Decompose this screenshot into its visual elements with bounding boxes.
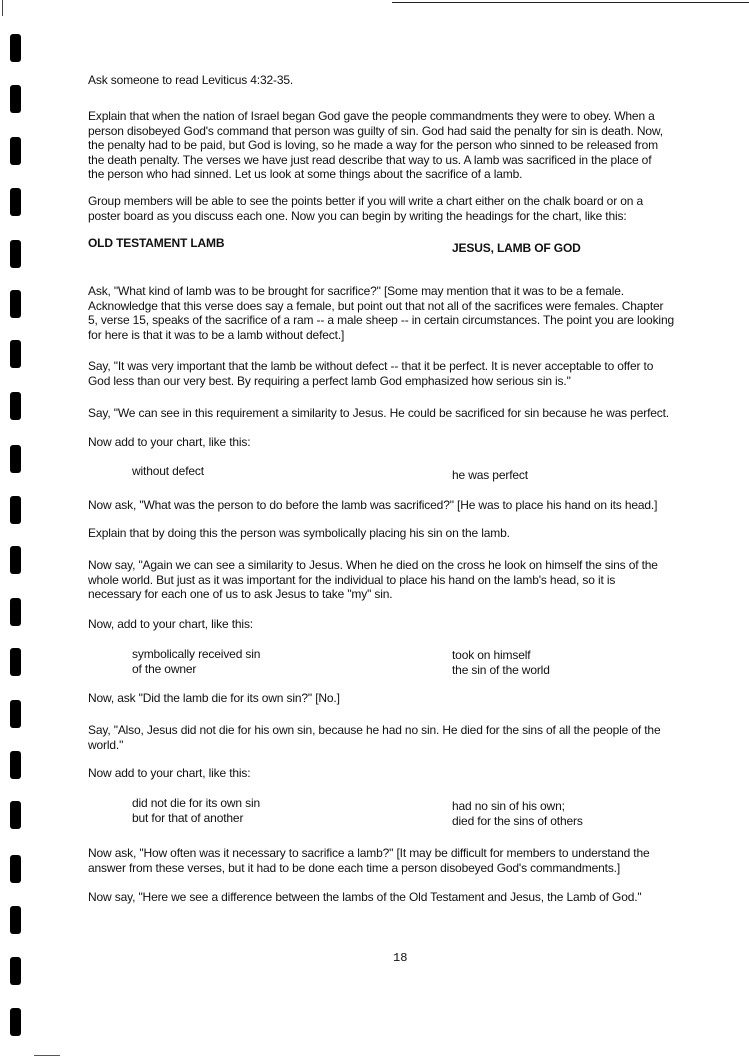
paragraph-symbolically <box>88 526 510 541</box>
scan-edge-line <box>2 0 3 16</box>
chart-row-2-right <box>452 648 550 677</box>
punch-hole <box>10 496 21 524</box>
text-line: Say, "Also, Jesus did not die for his own sin, because he had no sin. He died for the sins of all the people of the <box>88 723 661 737</box>
punch-hole <box>10 240 21 268</box>
chart-cell-line: did not die for its own sin <box>132 796 261 810</box>
paragraph-jesus-no-sin <box>88 723 660 752</box>
text-line: Explain that by doing this the person was symbolically placing his sin on the lamb. <box>88 526 510 540</box>
text-line: Now say, "Here we see a difference between the lambs of the Old Testament and Jesus, the Lamb of God." <box>88 890 642 904</box>
paragraph-group-chart <box>88 194 643 223</box>
punch-hole <box>10 340 21 368</box>
punch-hole <box>10 700 21 728</box>
chart-heading-jesus: JESUS, LAMB OF GOD <box>452 241 581 255</box>
punch-hole <box>10 906 21 934</box>
scan-bottom-line <box>34 1055 60 1056</box>
punch-hole <box>10 188 21 216</box>
chart-cell-line: he was perfect <box>452 468 528 482</box>
page-number: 18 <box>393 951 408 965</box>
paragraph-own-sin-question <box>88 691 340 706</box>
paragraph-again-similarity <box>88 558 658 602</box>
text-line: for here is that it was to be a lamb without defect.] <box>88 327 345 342</box>
paragraph-place-hand <box>88 498 657 513</box>
text-line: answer from these verses, but it had to be done each time a person disobeyed God's commandments.] <box>88 860 621 875</box>
paragraph-read-leviticus <box>88 73 293 88</box>
chart-cell-line: the sin of the world <box>452 662 550 677</box>
text-line: necessary for each one of us to ask Jesus to take "my" sin. <box>88 587 393 602</box>
chart-cell-line: died for the sins of others <box>452 813 583 828</box>
paragraph-kind-of-lamb <box>88 284 674 342</box>
punch-hole <box>10 290 21 318</box>
text-line: poster board as you discuss each one. Now you can begin by writing the headings for the chart, like this: <box>88 208 627 223</box>
chart-row-2-left <box>132 647 260 676</box>
text-line: Say, "We can see in this requirement a similarity to Jesus. He could be sacrificed for sin because he was perfect. <box>88 406 669 420</box>
punch-hole <box>10 648 21 676</box>
text-line: Explain that when the nation of Israel began God gave the people commandments they were to obey. When a <box>88 109 655 123</box>
text-line: the death penalty. The verses we have just read describe that way to us. A lamb was sacrificed in the place of <box>88 152 652 167</box>
paragraph-add-chart-2 <box>88 617 253 632</box>
text-line: Now, add to your chart, like this: <box>88 617 253 631</box>
chart-cell-line: took on himself <box>452 648 531 662</box>
chart-cell-line: without defect <box>132 464 204 478</box>
text-line: Now add to your chart, like this: <box>88 435 251 449</box>
text-line: world." <box>88 737 124 752</box>
paragraph-explain-israel <box>88 109 663 182</box>
text-line: whole world. But just as it was important for the individual to place his hand on the lamb's head, so it is <box>88 572 616 587</box>
chart-heading-old-testament: OLD TESTAMENT LAMB <box>88 236 225 250</box>
text-line: the penalty had to be paid, but God is loving, so he made a way for the person who sinned to be released from <box>88 138 659 153</box>
text-line: God less than our very best. By requiring a perfect lamb God emphasized how serious sin is." <box>88 373 571 388</box>
punch-hole <box>10 751 21 779</box>
punch-hole <box>10 34 21 62</box>
paragraph-add-chart-3 <box>88 766 250 781</box>
text-line: Now add to your chart, like this: <box>88 766 251 780</box>
punch-hole <box>10 85 21 113</box>
scan-top-line <box>392 2 749 3</box>
punch-hole <box>10 445 21 473</box>
chart-cell-line: had no sin of his own; <box>452 799 565 813</box>
chart-row-1-left <box>132 464 204 479</box>
punch-hole <box>10 1008 21 1036</box>
text-line: Group members will be able to see the points better if you will write a chart either on the chalk board or on a <box>88 194 643 208</box>
paragraph-similarity <box>88 406 669 421</box>
text-line: Now say, "Again we can see a similarity to Jesus. When he died on the cross he look on himself the sins of the <box>88 558 658 572</box>
text-line: person disobeyed God's command that person was guilty of sin. God had said the penalty for sin is death. Now, <box>88 123 663 138</box>
paragraph-difference <box>88 890 642 905</box>
punch-hole <box>10 855 21 883</box>
chart-row-3-right <box>452 799 583 828</box>
chart-cell-line: of the owner <box>132 661 197 676</box>
paragraph-without-defect <box>88 359 653 388</box>
text-line: the person who had sinned. Let us look at some things about the sacrifice of a lamb. <box>88 167 523 182</box>
text-line: 5, verse 15, speaks of the sacrifice of a ram -- a male sheep -- in certain circumstances. The point you are looking <box>88 313 674 328</box>
text-line: Say, "It was very important that the lamb be without defect -- that it be perfect. It is never acceptable to offer to <box>88 359 654 373</box>
chart-cell-line: but for that of another <box>132 810 244 825</box>
paragraph-how-often <box>88 846 650 875</box>
punch-hole <box>10 392 21 420</box>
text-line: Now ask, "What was the person to do before the lamb was sacrificed?" [He was to place his hand on its head.] <box>88 498 658 512</box>
punch-hole <box>10 957 21 985</box>
chart-row-3-left <box>132 796 260 825</box>
text-line: Now, ask "Did the lamb die for its own sin?" [No.] <box>88 691 340 705</box>
punch-hole <box>10 546 21 574</box>
punch-hole <box>10 137 21 165</box>
punch-hole <box>10 598 21 626</box>
text-line: Ask, "What kind of lamb was to be brought for sacrifice?" [Some may mention that it was to be a female. <box>88 284 624 298</box>
text-line: Acknowledge that this verse does say a female, but point out that not all of the sacrifices were females. Chapter <box>88 298 664 313</box>
paragraph-add-chart-1 <box>88 435 250 450</box>
chart-row-1-right <box>452 468 528 483</box>
text-line: Now ask, "How often was it necessary to sacrifice a lamb?" [It may be difficult for members to understand the <box>88 846 650 860</box>
punch-hole <box>10 801 21 829</box>
text-line: Ask someone to read Leviticus 4:32-35. <box>88 73 294 87</box>
chart-cell-line: symbolically received sin <box>132 647 261 661</box>
